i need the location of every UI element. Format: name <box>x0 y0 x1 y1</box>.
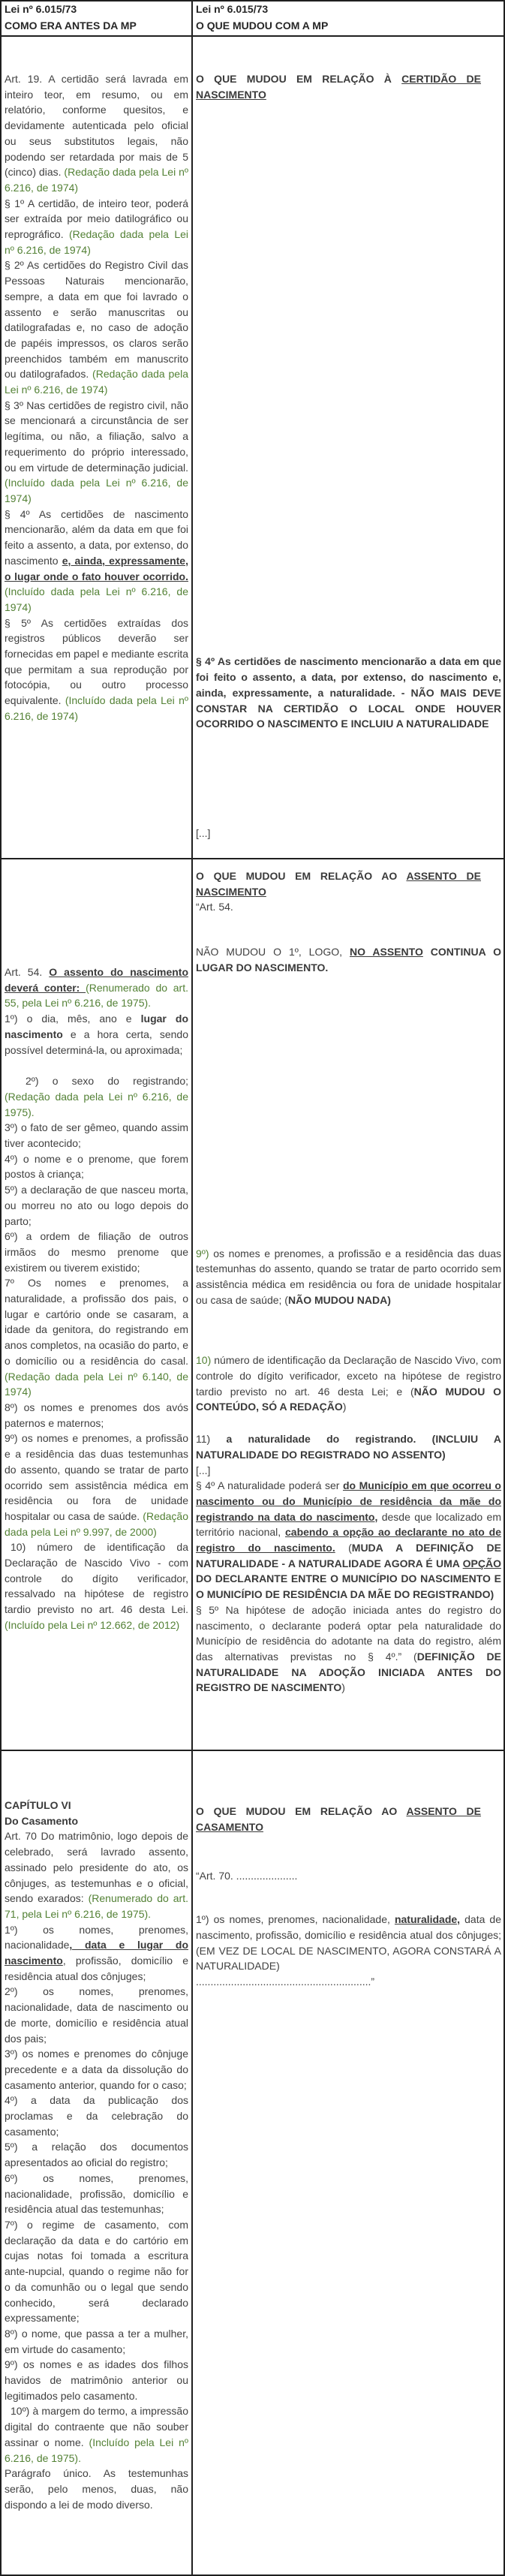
text-segment: [...] <box>196 826 211 839</box>
paragraph <box>5 1275 188 1400</box>
text-segment: ASSENTO DE NASCIMENTO <box>196 870 481 898</box>
paragraph <box>5 1828 188 1921</box>
text-segment: ) <box>342 1401 347 1413</box>
row-assento-de-casamento <box>2 1751 503 2574</box>
paragraph <box>5 2403 188 2466</box>
text-segment: § 2º As certidões do Registro Civil das Pessoas Naturais mencionarão, sempre, a data em que foi lavrado o assento e serão manuscritas ou datilografadas e, no caso de adoção de papéis impressos, os claros serão preenchidos também em manuscrito ou datilografados. <box>5 259 188 381</box>
paragraph <box>196 868 481 899</box>
paragraph <box>196 654 501 732</box>
text-segment: O QUE MUDOU EM RELAÇÃO AO <box>196 870 407 882</box>
paragraph <box>5 1182 188 1229</box>
text-segment: NO ASSENTO <box>349 946 423 958</box>
text-segment: os nomes e prenomes, a profissão e a residência das duas testemunhas do assento, quando se tratar de parto ocorrido sem assistência médica em residência ou fora de unidade hospitalar ou casa de saúde; ( <box>196 1247 502 1306</box>
old-law-assento-casamento-cell <box>2 1751 193 2574</box>
text-segment: ) <box>490 1588 494 1601</box>
text-segment: Parágrafo único. As testemunhas serão, pelo menos, duas, não dispondo a lei de modo diverso. <box>5 2467 188 2511</box>
text-segment: e a hora certa, sendo possível determiná-la, ou aproximada; <box>5 1028 188 1056</box>
paragraph <box>196 1353 501 1415</box>
text-segment: 10) <box>196 1354 215 1367</box>
paragraph <box>5 1798 188 1813</box>
text-segment: 6º) os nomes, prenomes, nacionalidade, profissão, domicílio e residência atual das testemunhas; <box>5 2171 188 2216</box>
paragraph <box>5 1431 188 1539</box>
text-segment: 4º) o nome e o prenome, que forem postos à criança; <box>5 1152 188 1181</box>
text-segment: 1º) os nomes, prenomes, nacionalidade <box>5 1923 188 1952</box>
text-segment: (Incluído dada pela Lei nº 6.216, de 1974) <box>5 477 188 504</box>
paragraph <box>196 1974 501 1990</box>
changes-certidao-cell <box>193 37 503 858</box>
paragraph <box>5 257 188 397</box>
paragraph <box>5 1922 188 1985</box>
changes-assento-nascimento-cell <box>193 859 503 1750</box>
paragraph <box>196 899 501 915</box>
paragraph <box>5 1400 188 1431</box>
paragraph <box>5 2217 188 2326</box>
text-segment: 9º) <box>196 1247 214 1259</box>
paragraph <box>196 1463 501 1479</box>
text-segment: 10) número de identificação da Declaração de Nascido Vivo - com controle do dígito verificador, ressalvado na hipótese de registro tardio previsto no art. 46 desta Lei. <box>5 1541 188 1616</box>
text-segment: (Incluído dada pela Lei nº 6.216, de 1974) <box>5 694 188 722</box>
paragraph <box>5 1011 188 1058</box>
header-cell-before-mp <box>2 2 193 35</box>
text-segment: § 3º Nas certidões de registro civil, não se mencionará a circunstância de ser legítima, ou não, a filiação, salvo a requerimento do próprio interessado, ou em virtude de determinação judicial. <box>5 399 188 474</box>
text-segment: 9º) os nomes e as idades dos filhos havidos de matrimônio anterior ou legitimados pelo casamento. <box>5 2358 188 2402</box>
text-segment: NÃO MUDOU O CONTEÚDO, SÓ A REDAÇÃO <box>196 1385 501 1413</box>
paragraph <box>196 1912 501 1974</box>
text-segment: ( <box>335 1542 352 1554</box>
paragraph <box>5 1073 188 1120</box>
paragraph <box>196 1478 501 1602</box>
text-segment: 8º) os nomes e prenomes dos avós paternos e maternos; <box>5 1401 188 1429</box>
text-segment: 7º Os nomes e prenomes, a naturalidade, a profissão dos pais, o lugar e cartório onde se casaram, a idade da genitora, do registrando em anos completos, na ocasião do parto, e o domicílio ou a residência do casal. <box>5 1277 188 1367</box>
old-law-certidao-cell <box>2 37 193 858</box>
text-segment: [...] <box>196 1464 211 1476</box>
law-title-left: Lei nº 6.015/73 <box>5 3 77 15</box>
text-segment: (Renumerado do art. 55, pela Lei nº 6.216, de 1975). <box>5 981 188 1010</box>
text-segment: “Art. 54. <box>196 901 233 913</box>
text-segment: O QUE MUDOU EM RELAÇÃO AO <box>196 1805 407 1817</box>
text-segment: (Redação dada pela Lei nº 6.216, de 1974) <box>5 228 189 256</box>
text-segment: Art. 70 Do matrimônio, logo depois de celebrado, será lavrado assento, assinado pelo presidente do ato, os cônjuges, as testemunhas e o oficial, sendo exarados: <box>5 1830 188 1905</box>
paragraph <box>5 1120 188 1151</box>
paragraph <box>5 398 188 507</box>
old-law-assento-nascimento-cell <box>2 859 193 1750</box>
paragraph <box>5 2466 188 2512</box>
text-segment: NÃO MUDOU NADA) <box>287 1293 391 1306</box>
header-subtitle-left: COMO ERA ANTES DA MP <box>5 19 137 32</box>
law-title-right: Lei nº 6.015/73 <box>196 3 269 15</box>
text-segment: (Renumerado do art. 71, pela Lei nº 6.216, de 1975). <box>5 1892 188 1920</box>
row-assento-de-nascimento <box>2 859 503 1751</box>
text-segment: lugar do nascimento <box>5 1013 188 1040</box>
paragraph <box>5 2171 188 2217</box>
text-segment: cabendo a opção ao declarante no ato de registro do nascimento. <box>196 1526 502 1554</box>
text-segment: MUDA A DEFINIÇÃO DE NATURALIDADE - A NATURALIDADE AGORA É UMA <box>196 1542 501 1569</box>
paragraph <box>5 1539 188 1633</box>
header-cell-after-mp <box>193 2 503 35</box>
text-segment: § 4º As certidões de nascimento mencionarão a data em que foi feito o assento, a data, por extenso, do nascimento e, ainda, expressamente, a naturalidade. - NÃO MAIS DEVE CONSTAR NA CERTIDÃO O LOCAL ONDE HOUVER OCORRIDO O NASCIMENTO E INCLUIU A NATURALIDADE <box>196 655 501 730</box>
text-segment: O QUE MUDOU EM RELAÇÃO À <box>196 73 402 85</box>
text-segment: número de identificação da Declaração de Nascido Vivo, com controle do dígito verificador, exceto na hipótese de registro tardio previsto no art. 46 desta Lei; e ( <box>196 1354 502 1398</box>
paragraph <box>5 2093 188 2139</box>
text-segment: , data e lugar do nascimento <box>5 1939 188 1967</box>
text-segment: a naturalidade do registrando. (INCLUIU A NATURALIDADE DO REGISTRADO NO ASSENTO) <box>196 1433 501 1461</box>
text-segment: OPÇÃO <box>462 1557 501 1569</box>
paragraph <box>5 71 188 196</box>
text-segment: (Incluído pela Lei nº 12.662, de 2012) <box>5 1618 180 1631</box>
paragraph <box>5 1229 188 1275</box>
text-segment: “Art. 70. ..................... <box>196 1870 298 1882</box>
text-segment: 2º) os nomes, prenomes, nacionalidade, data de nascimento ou de morte, domicílio e residência atual dos pais; <box>5 1985 188 2045</box>
paragraph <box>196 1868 501 1884</box>
text-segment: desde que localizado em território nacional, <box>196 1510 501 1539</box>
text-segment: 6º) a ordem de filiação de outros irmãos do mesmo prenome que existirem ou tiverem existido; <box>5 1230 188 1274</box>
header-subtitle-right: O QUE MUDOU COM A MP <box>196 19 329 32</box>
text-segment: data de nascimento, profissão, domicílio e residência atual dos cônjuges; (EM VEZ DE LOCAL DE NASCIMENTO, AGORA CONSTARÁ A NATURALIDADE) <box>196 1913 501 1973</box>
text-segment: , profissão, domicílio e residência atual dos cônjuges; <box>5 1955 188 1982</box>
text-segment: CONTINUA O LUGAR DO NASCIMENTO. <box>196 946 501 974</box>
text-segment: (Incluído dada pela Lei nº 6.216, de 1974) <box>5 585 188 613</box>
text-segment: 3º) os nomes e prenomes do cônjuge precedente e a data da dissolução do casamento anterior, quando for o caso; <box>5 2048 188 2091</box>
paragraph <box>5 1151 188 1182</box>
text-segment: Art. 54. <box>5 966 50 978</box>
text-segment: ) <box>341 1681 345 1694</box>
text-segment: 8º) o nome, que passa a ter a mulher, em virtude do casamento; <box>5 2327 188 2355</box>
text-segment: § 4º A naturalidade poderá ser <box>196 1479 343 1492</box>
text-segment: ASSENTO DE CASAMENTO <box>196 1805 481 1833</box>
text-segment: § 1º A certidão, de inteiro teor, poderá ser extraída por meio datilográfico ou reprográfico. <box>5 197 188 241</box>
row-certidao-de-nascimento <box>2 37 503 859</box>
text-segment: 3º) o fato de ser gêmeo, quando assim tiver acontecido; <box>5 1121 188 1150</box>
paragraph <box>196 1246 501 1308</box>
text-segment: 4º) a data da publicação dos proclamas e da celebração do casamento; <box>5 2094 188 2138</box>
text-segment: (Redação dada pela Lei nº 6.216, de 1975). <box>5 1090 188 1118</box>
text-segment: O assento do nascimento deverá conter: <box>5 966 188 994</box>
paragraph <box>5 2046 188 2093</box>
text-segment: do Município em que ocorreu o nascimento ou do Município de residência da mãe do registrando na data do nascimento, <box>196 1479 501 1523</box>
text-segment: Art. 19. A certidão será lavrada em inteiro teor, em resumo, ou em relatório, conforme quesitos, e devidamente autenticada pelo oficial ou seus substitutos legais, não podendo ser retardada por mais de 5 (cinco) dias. <box>5 73 188 179</box>
paragraph <box>5 2326 188 2357</box>
text-segment: 7º) o regime de casamento, com declaração da data e do cartório em cujas notas foi tomada a escritura ante-nupcial, quando o regime não for o da comunhão ou o legal que sendo conhecido, será declarado expressamente; <box>5 2218 188 2325</box>
paragraph <box>196 71 481 102</box>
header-row <box>2 2 503 37</box>
text-segment: ............................................................” <box>196 1975 375 1988</box>
paragraph <box>5 2139 188 2170</box>
text-segment: Do Casamento <box>5 1814 79 1827</box>
text-segment: 2º) o sexo do registrando; <box>26 1075 188 1088</box>
text-segment: § 5º As certidões extraídas dos registros públicos deverão ser fornecidas em papel e mediante escrita que permitam a sua reprodução por fotocópia, ou outro processo equivalente. <box>5 616 188 707</box>
paragraph <box>5 196 188 258</box>
text-segment: (Incluído pela Lei nº 6.216, de 1975). <box>5 2436 189 2464</box>
text-segment: CERTIDÃO DE NASCIMENTO <box>196 73 481 101</box>
paragraph <box>196 826 501 841</box>
text-segment: CAPÍTULO VI <box>5 1799 71 1811</box>
paragraph <box>5 964 188 1011</box>
text-segment: DEFINIÇÃO DE NATURALIDADE NA ADOÇÃO INICIADA ANTES DO REGISTRO DE NASCIMENTO <box>196 1650 501 1694</box>
text-segment: 1º) os nomes, prenomes, nacionalidade, <box>196 1913 395 1926</box>
text-segment: NÃO MUDOU O 1º, LOGO, <box>196 946 350 958</box>
text-segment: naturalidade, <box>394 1913 461 1926</box>
text-segment: DO DECLARANTE ENTRE O MUNICÍPIO DO NASCIMENTO E O MUNICÍPIO DE RESIDÊNCIA DA MÃE DO REGISTRANDO <box>196 1572 501 1601</box>
text-segment: § 5º Na hipótese de adoção iniciada antes do registro do nascimento, o declarante poderá optar pela naturalidade do Município de residência do adotante na data do registro, além das alternativas previstas no § 4º.” ( <box>196 1603 501 1663</box>
text-segment: § 4º As certidões de nascimento mencionarão, além da data em que foi feito a assento, a data, por extenso, do nascimento <box>5 507 188 567</box>
changes-assento-casamento-cell <box>193 1751 503 2574</box>
text-segment: 11) <box>196 1433 227 1446</box>
paragraph <box>5 507 188 615</box>
text-segment: (Redação dada pela Lei nº 6.216, de 1974) <box>5 368 188 396</box>
paragraph <box>5 1813 188 1829</box>
paragraph <box>5 1984 188 2046</box>
text-segment: (Redação dada pela Lei nº 6.216, de 1974) <box>5 166 188 194</box>
text-segment: (Redação dada pela Lei nº 9.997, de 2000) <box>5 1509 188 1538</box>
text-segment: e, ainda, expressamente, o lugar onde o fato houver ocorrido. <box>5 554 188 582</box>
paragraph <box>196 1602 501 1696</box>
paragraph <box>196 944 501 975</box>
text-segment: 5º) a declaração de que nasceu morta, ou morreu no ato ou logo depois do parto; <box>5 1184 188 1227</box>
paragraph <box>5 615 188 724</box>
paragraph <box>5 2357 188 2403</box>
text-segment: 10º) à margem do termo, a impressão digital do contraente que não souber assinar o nome. <box>5 2405 188 2448</box>
text-segment: 9º) os nomes e prenomes, a profissão e a residência das duas testemunhas do assento, quando se tratar de parto ocorrido sem assistência médica em residência ou fora de unidade hospitalar ou casa de saúde. <box>5 1432 188 1522</box>
text-segment: 5º) a relação dos documentos apresentados ao oficial do registro; <box>5 2141 188 2169</box>
text-segment: 1º) o dia, mês, ano e <box>5 1013 141 1025</box>
paragraph <box>196 1804 481 1834</box>
text-segment: (Redação dada pela Lei nº 6.140, de 1974) <box>5 1370 188 1398</box>
paragraph <box>196 1431 501 1462</box>
